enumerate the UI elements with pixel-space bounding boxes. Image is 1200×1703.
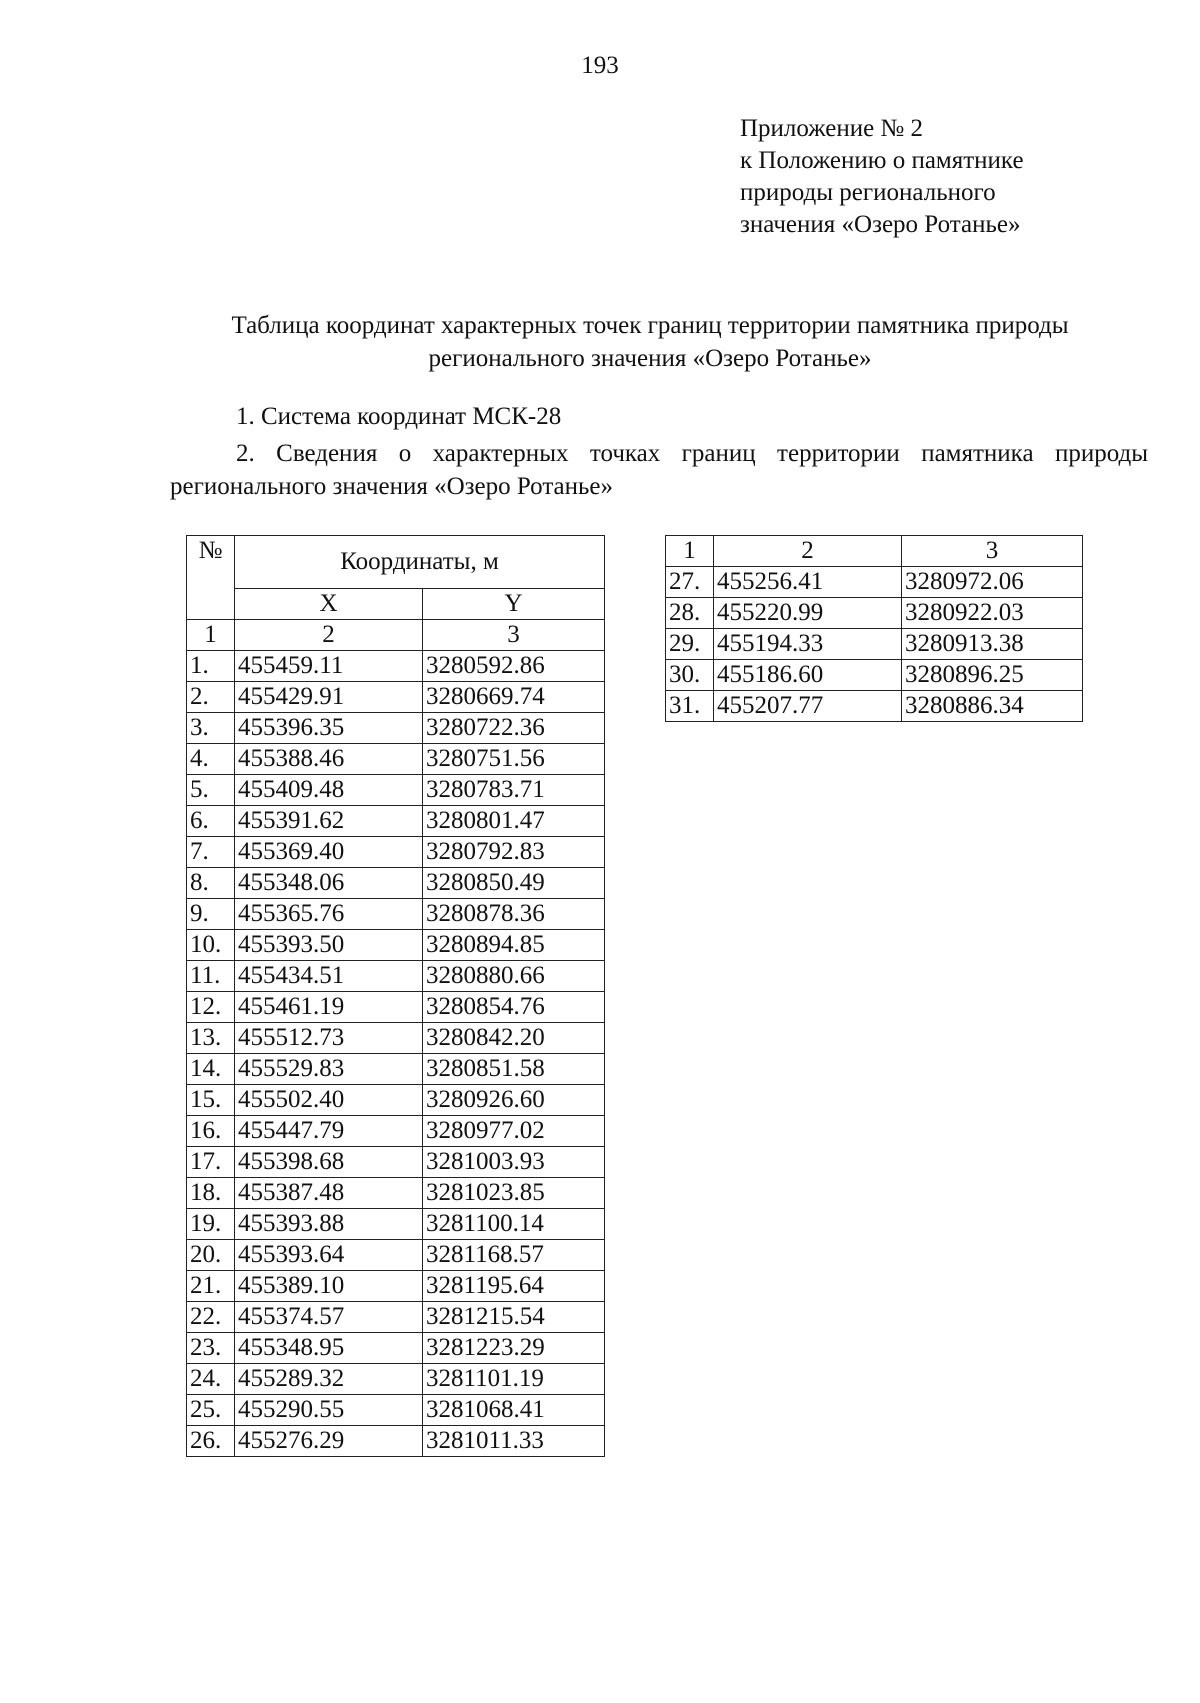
table-row	[187, 1271, 605, 1302]
table-row	[187, 1116, 605, 1147]
x-coordinate-cell: 455512.73	[235, 1023, 423, 1054]
point-number-cell: 30.	[666, 660, 714, 691]
x-coordinate-cell: 455365.76	[235, 899, 423, 930]
y-coordinate-cell: 3280801.47	[423, 806, 605, 837]
x-coordinate-cell: 455393.50	[235, 930, 423, 961]
x-coordinate-cell: 455459.11	[235, 651, 423, 682]
x-coordinate-cell: 455461.19	[235, 992, 423, 1023]
table-row	[187, 961, 605, 992]
table-row	[187, 713, 605, 744]
point-number-cell: 18.	[187, 1178, 235, 1209]
y-coordinate-cell: 3281100.14	[423, 1209, 605, 1240]
table-row	[187, 837, 605, 868]
table-row	[187, 1364, 605, 1395]
y-coordinate-cell: 3280850.49	[423, 868, 605, 899]
y-coordinate-cell: 3280751.56	[423, 744, 605, 775]
y-coordinate-cell: 3280851.58	[423, 1054, 605, 1085]
y-coordinate-cell: 3280842.20	[423, 1023, 605, 1054]
point-number-cell: 10.	[187, 930, 235, 961]
table-row	[187, 1333, 605, 1364]
header-number: №	[187, 536, 235, 620]
point-number-cell: 28.	[666, 598, 714, 629]
appendix-line: к Положению о памятнике	[740, 147, 1024, 174]
point-number-cell: 9.	[187, 899, 235, 930]
point-number-cell: 25.	[187, 1395, 235, 1426]
appendix-line: Приложение № 2	[740, 115, 924, 142]
table-row	[187, 1426, 605, 1457]
x-coordinate-cell: 455447.79	[235, 1116, 423, 1147]
table-row	[187, 1395, 605, 1426]
y-coordinate-cell: 3280854.76	[423, 992, 605, 1023]
x-coordinate-cell: 455409.48	[235, 775, 423, 806]
point-number-cell: 6.	[187, 806, 235, 837]
column-number: 2	[714, 536, 902, 567]
y-coordinate-cell: 3280926.60	[423, 1085, 605, 1116]
point-number-cell: 4.	[187, 744, 235, 775]
point-number-cell: 21.	[187, 1271, 235, 1302]
column-number: 1	[666, 536, 714, 567]
table-row	[187, 651, 605, 682]
point-number-cell: 13.	[187, 1023, 235, 1054]
header-y: Y	[423, 589, 605, 620]
x-coordinate-cell: 455388.46	[235, 744, 423, 775]
y-coordinate-cell: 3280880.66	[423, 961, 605, 992]
y-coordinate-cell: 3280783.71	[423, 775, 605, 806]
x-coordinate-cell: 455398.68	[235, 1147, 423, 1178]
x-coordinate-cell: 455369.40	[235, 837, 423, 868]
point-number-cell: 12.	[187, 992, 235, 1023]
x-coordinate-cell: 455429.91	[235, 682, 423, 713]
table-row	[187, 1023, 605, 1054]
point-number-cell: 8.	[187, 868, 235, 899]
y-coordinate-cell: 3280922.03	[902, 598, 1083, 629]
x-coordinate-cell: 455387.48	[235, 1178, 423, 1209]
y-coordinate-cell: 3280878.36	[423, 899, 605, 930]
point-number-cell: 31.	[666, 691, 714, 722]
table-row	[666, 567, 1083, 598]
table-row	[187, 775, 605, 806]
y-coordinate-cell: 3281168.57	[423, 1240, 605, 1271]
y-coordinate-cell: 3280886.34	[902, 691, 1083, 722]
boundary-points-item: 2. Сведения о характерных точках границ территории памятника природы регионального значения «Озеро Ротанье»	[170, 440, 1148, 500]
coordinates-table-right	[665, 535, 1083, 722]
table-row	[187, 1178, 605, 1209]
point-number-cell: 19.	[187, 1209, 235, 1240]
y-coordinate-cell: 3280592.86	[423, 651, 605, 682]
x-coordinate-cell: 455348.95	[235, 1333, 423, 1364]
table-row	[666, 660, 1083, 691]
y-coordinate-cell: 3281195.64	[423, 1271, 605, 1302]
point-number-cell: 1.	[187, 651, 235, 682]
y-coordinate-cell: 3280977.02	[423, 1116, 605, 1147]
point-number-cell: 14.	[187, 1054, 235, 1085]
x-coordinate-cell: 455256.41	[714, 567, 902, 598]
x-coordinate-cell: 455374.57	[235, 1302, 423, 1333]
point-number-cell: 2.	[187, 682, 235, 713]
point-number-cell: 15.	[187, 1085, 235, 1116]
table-row	[187, 682, 605, 713]
y-coordinate-cell: 3280972.06	[902, 567, 1083, 598]
x-coordinate-cell: 455393.64	[235, 1240, 423, 1271]
table-row	[666, 598, 1083, 629]
table-row	[187, 1240, 605, 1271]
y-coordinate-cell: 3280896.25	[902, 660, 1083, 691]
x-coordinate-cell: 455529.83	[235, 1054, 423, 1085]
coordinate-system-item: 1. Система координат МСК-28	[236, 403, 562, 430]
column-number: 2	[235, 620, 423, 651]
table-row	[187, 1302, 605, 1333]
column-number: 3	[423, 620, 605, 651]
point-number-cell: 22.	[187, 1302, 235, 1333]
table-row	[187, 899, 605, 930]
y-coordinate-cell: 3280894.85	[423, 930, 605, 961]
table-row	[187, 1085, 605, 1116]
y-coordinate-cell: 3281011.33	[423, 1426, 605, 1457]
y-coordinate-cell: 3281068.41	[423, 1395, 605, 1426]
table-row	[187, 1209, 605, 1240]
point-number-cell: 7.	[187, 837, 235, 868]
point-number-cell: 20.	[187, 1240, 235, 1271]
point-number-cell: 16.	[187, 1116, 235, 1147]
page-number: 193	[581, 52, 619, 79]
x-coordinate-cell: 455502.40	[235, 1085, 423, 1116]
coordinates-table-left	[186, 535, 605, 1457]
x-coordinate-cell: 455393.88	[235, 1209, 423, 1240]
y-coordinate-cell: 3281215.54	[423, 1302, 605, 1333]
point-number-cell: 23.	[187, 1333, 235, 1364]
table-row	[187, 930, 605, 961]
header-coordinates: Координаты, м	[235, 536, 605, 589]
point-number-cell: 5.	[187, 775, 235, 806]
x-coordinate-cell: 455348.06	[235, 868, 423, 899]
appendix-line: природы регионального	[740, 179, 996, 206]
point-number-cell: 24.	[187, 1364, 235, 1395]
x-coordinate-cell: 455391.62	[235, 806, 423, 837]
x-coordinate-cell: 455220.99	[714, 598, 902, 629]
y-coordinate-cell: 3280722.36	[423, 713, 605, 744]
x-coordinate-cell: 455194.33	[714, 629, 902, 660]
table-row	[187, 992, 605, 1023]
table-row	[187, 806, 605, 837]
y-coordinate-cell: 3281223.29	[423, 1333, 605, 1364]
x-coordinate-cell: 455290.55	[235, 1395, 423, 1426]
point-number-cell: 3.	[187, 713, 235, 744]
x-coordinate-cell: 455186.60	[714, 660, 902, 691]
point-number-cell: 26.	[187, 1426, 235, 1457]
y-coordinate-cell: 3280792.83	[423, 837, 605, 868]
point-number-cell: 17.	[187, 1147, 235, 1178]
column-number: 1	[187, 620, 235, 651]
header-x: X	[235, 589, 423, 620]
table-row	[187, 744, 605, 775]
y-coordinate-cell: 3280669.74	[423, 682, 605, 713]
appendix-reference	[740, 113, 1024, 241]
x-coordinate-cell: 455434.51	[235, 961, 423, 992]
point-number-cell: 29.	[666, 629, 714, 660]
y-coordinate-cell: 3280913.38	[902, 629, 1083, 660]
x-coordinate-cell: 455276.29	[235, 1426, 423, 1457]
y-coordinate-cell: 3281101.19	[423, 1364, 605, 1395]
x-coordinate-cell: 455396.35	[235, 713, 423, 744]
table-row	[187, 868, 605, 899]
point-number-cell: 11.	[187, 961, 235, 992]
column-number: 3	[902, 536, 1083, 567]
table-row	[666, 629, 1083, 660]
title-line-1: Таблица координат характерных точек границ территории памятника природы	[231, 312, 1069, 339]
x-coordinate-cell: 455289.32	[235, 1364, 423, 1395]
title-line-2: регионального значения «Озеро Ротанье»	[428, 345, 872, 372]
y-coordinate-cell: 3281023.85	[423, 1178, 605, 1209]
table-row	[187, 1147, 605, 1178]
point-number-cell: 27.	[666, 567, 714, 598]
y-coordinate-cell: 3281003.93	[423, 1147, 605, 1178]
appendix-line: значения «Озеро Ротанье»	[740, 211, 1021, 238]
x-coordinate-cell: 455389.10	[235, 1271, 423, 1302]
document-title	[160, 309, 1140, 375]
table-row	[666, 691, 1083, 722]
table-row	[187, 1054, 605, 1085]
x-coordinate-cell: 455207.77	[714, 691, 902, 722]
